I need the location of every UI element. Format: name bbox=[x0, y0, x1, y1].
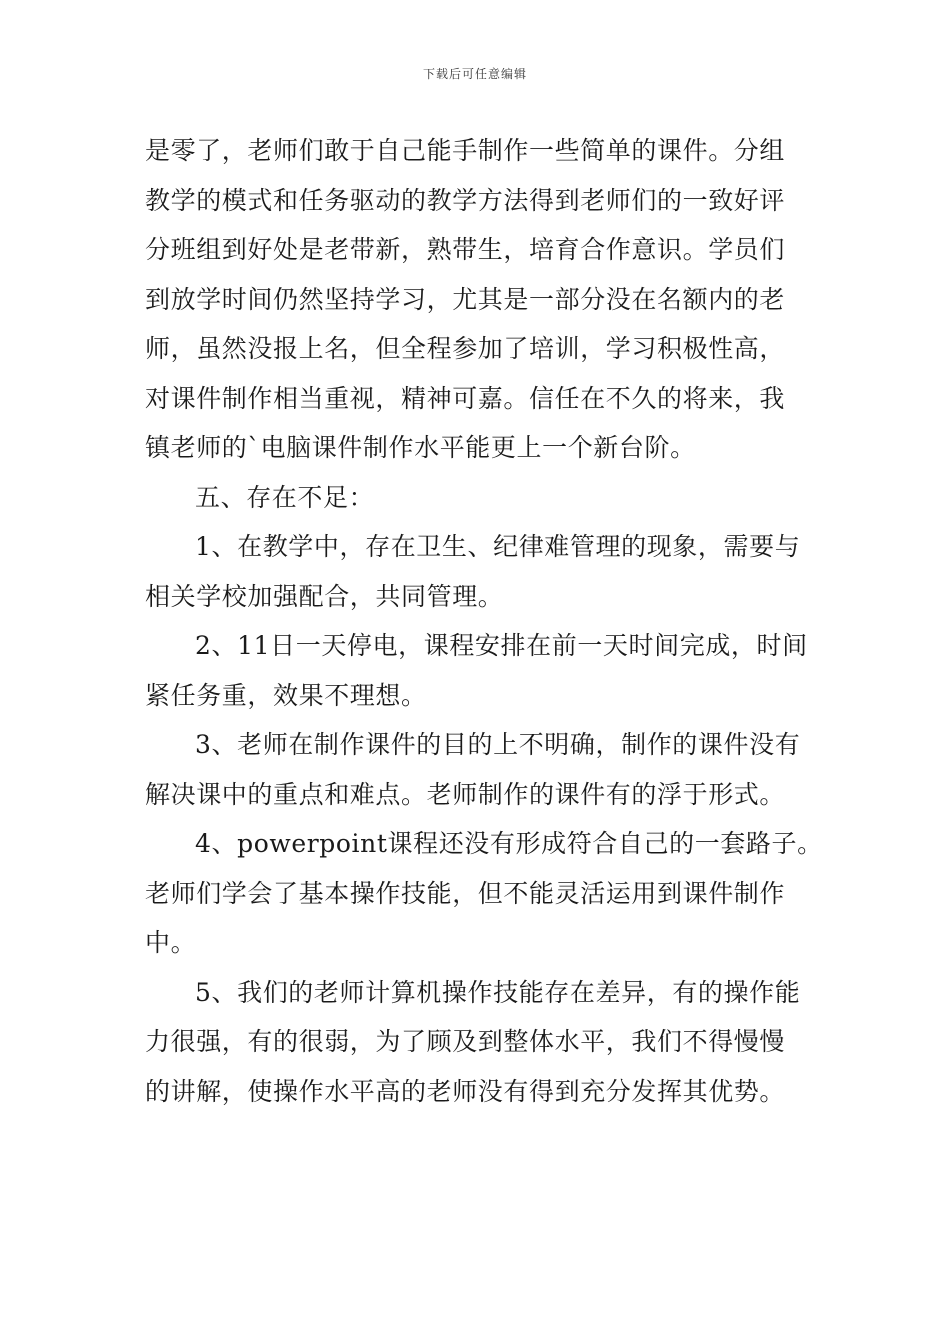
text-line: 师，虽然没报上名，但全程参加了培训，学习积极性高， bbox=[145, 334, 786, 363]
text-line: 是零了，老师们敢于自己能手制作一些简单的课件。分组 bbox=[145, 136, 786, 165]
document-body bbox=[145, 126, 823, 1116]
text-line: 到放学时间仍然坚持学习，尤其是一部分没在名额内的老 bbox=[145, 284, 786, 314]
text-line: 相关学校加强配合，共同管理。 bbox=[145, 581, 504, 611]
text-line: 1、在教学中，存在卫生、纪律难管理的现象，需要与 bbox=[195, 532, 801, 561]
text-line: 力很强，有的很弱，为了顾及到整体水平，我们不得慢慢 bbox=[145, 1027, 786, 1056]
section-heading: 五、存在不足： bbox=[195, 482, 375, 512]
text-line: 2、11日一天停电，课程安排在前一天时间完成，时间 bbox=[195, 631, 808, 660]
text-line: 5、我们的老师计算机操作技能存在差异，有的操作能 bbox=[195, 977, 801, 1007]
text-line: 3、老师在制作课件的目的上不明确，制作的课件没有 bbox=[195, 730, 801, 759]
text-line: 对课件制作相当重视，精神可嘉。信任在不久的将来，我 bbox=[145, 383, 786, 413]
page-header: 下载后可任意编辑 bbox=[422, 67, 527, 81]
text-line: 中。 bbox=[145, 928, 197, 957]
text-line: 老师们学会了基本操作技能，但不能灵活运用到课件制作 bbox=[145, 878, 786, 908]
text-line: 紧任务重，效果不理想。 bbox=[145, 680, 427, 710]
text-line: 解决课中的重点和难点。老师制作的课件有的浮于形式。 bbox=[145, 779, 786, 809]
text-line: 镇老师的`电脑课件制作水平能更上一个新台阶。 bbox=[145, 433, 696, 462]
text-line: 教学的模式和任务驱动的教学方法得到老师们的一致好评 bbox=[145, 185, 786, 215]
text-line: 的讲解，使操作水平高的老师没有得到充分发挥其优势。 bbox=[145, 1076, 786, 1106]
text-line: 分班组到好处是老带新，熟带生，培育合作意识。学员们 bbox=[145, 235, 786, 264]
text-line: 4、powerpoint课程还没有形成符合自己的一套路子。 bbox=[195, 829, 823, 858]
